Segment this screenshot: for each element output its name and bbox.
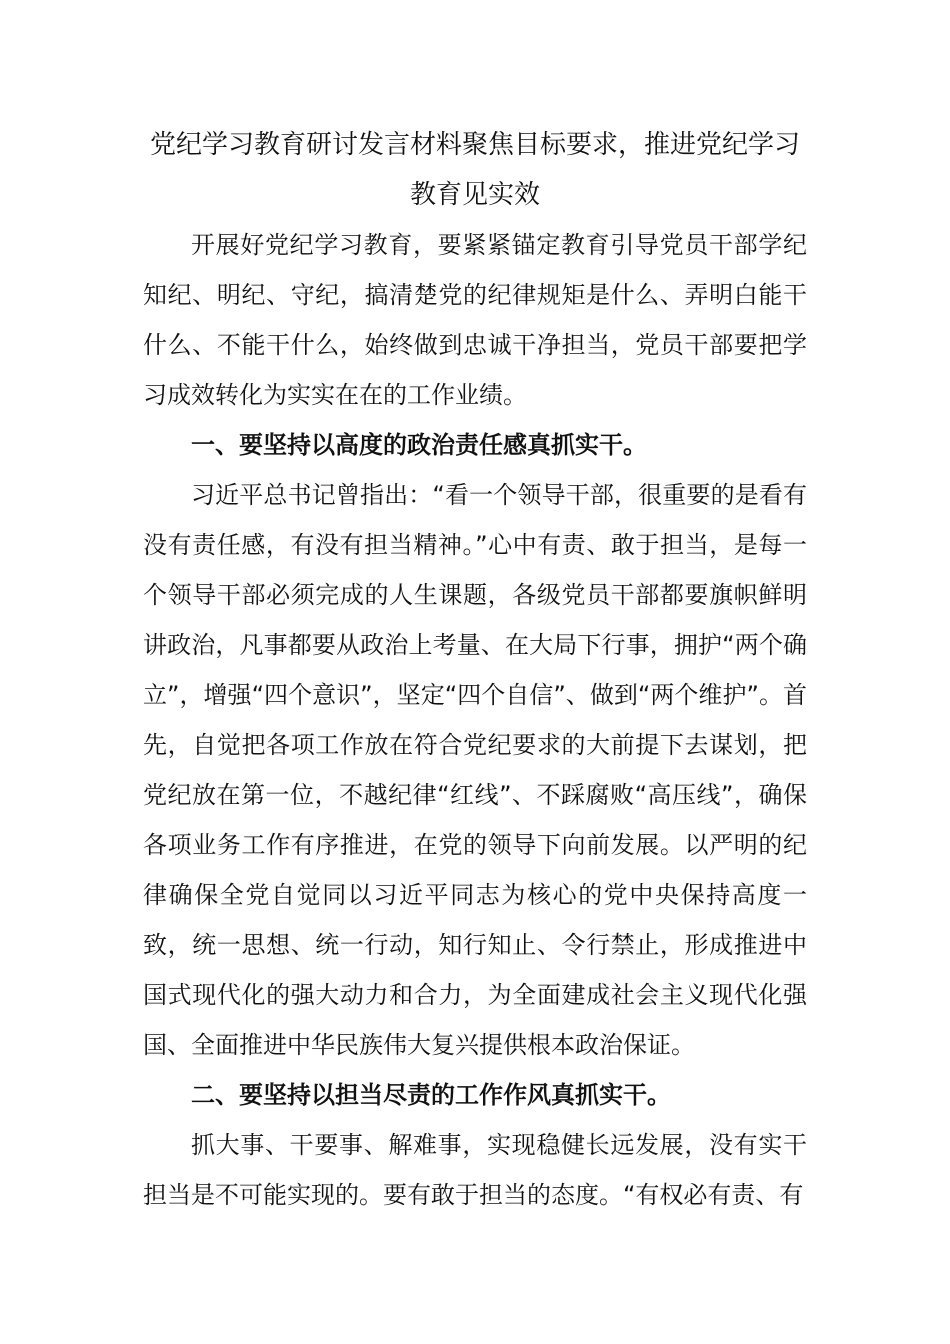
document-title: 党纪学习教育研讨发言材料聚焦目标要求，推进党纪学习教育见实效	[149, 130, 800, 210]
title-block	[143, 120, 807, 220]
document-page	[143, 120, 807, 1220]
intro-paragraph: 开展好党纪学习教育，要紧紧锚定教育引导党员干部学纪知纪、明纪、守纪，搞清楚党的纪律规矩是什么、弄明白能干什么、不能干什么，始终做到忠诚干净担当，党员干部要把学习成效转化为实实在在的工作业绩。	[143, 231, 807, 409]
section-body-2: 抓大事、干要事、解难事，实现稳健长远发展，没有实干担当是不可能实现的。要有敢于担当的态度。“有权必有责、有	[143, 1131, 807, 1209]
section-body-1: 习近平总书记曾指出：“看一个领导干部，很重要的是看有没有责任感，有没有担当精神。”心中有责、敢于担当，是每一个领导干部必须完成的人生课题，各级党员干部都要旗帜鲜明讲政治，凡事都要从政治上考量、在大局下行事，拥护“两个确立”，增强“四个意识”，坚定“四个自信”、做到“两个维护”。首先，自觉把各项工作放在符合党纪要求的大前提下去谋划，把党纪放在第一位，不越纪律“红线”、不踩腐败“高压线”，确保各项业务工作有序推进，在党的领导下向前发展。以严明的纪律确保全党自觉同以习近平同志为核心的党中央保持高度一致，统一思想、统一行动，知行知止、令行禁止，形成推进中国式现代化的强大动力和合力，为全面建成社会主义现代化强国、全面推进中华民族伟大复兴提供根本政治保证。	[143, 481, 807, 1059]
section-heading-2: 二、要坚持以担当尽责的工作作风真抓实干。	[191, 1081, 671, 1109]
section-heading-1: 一、要坚持以高度的政治责任感真抓实干。	[191, 431, 647, 459]
